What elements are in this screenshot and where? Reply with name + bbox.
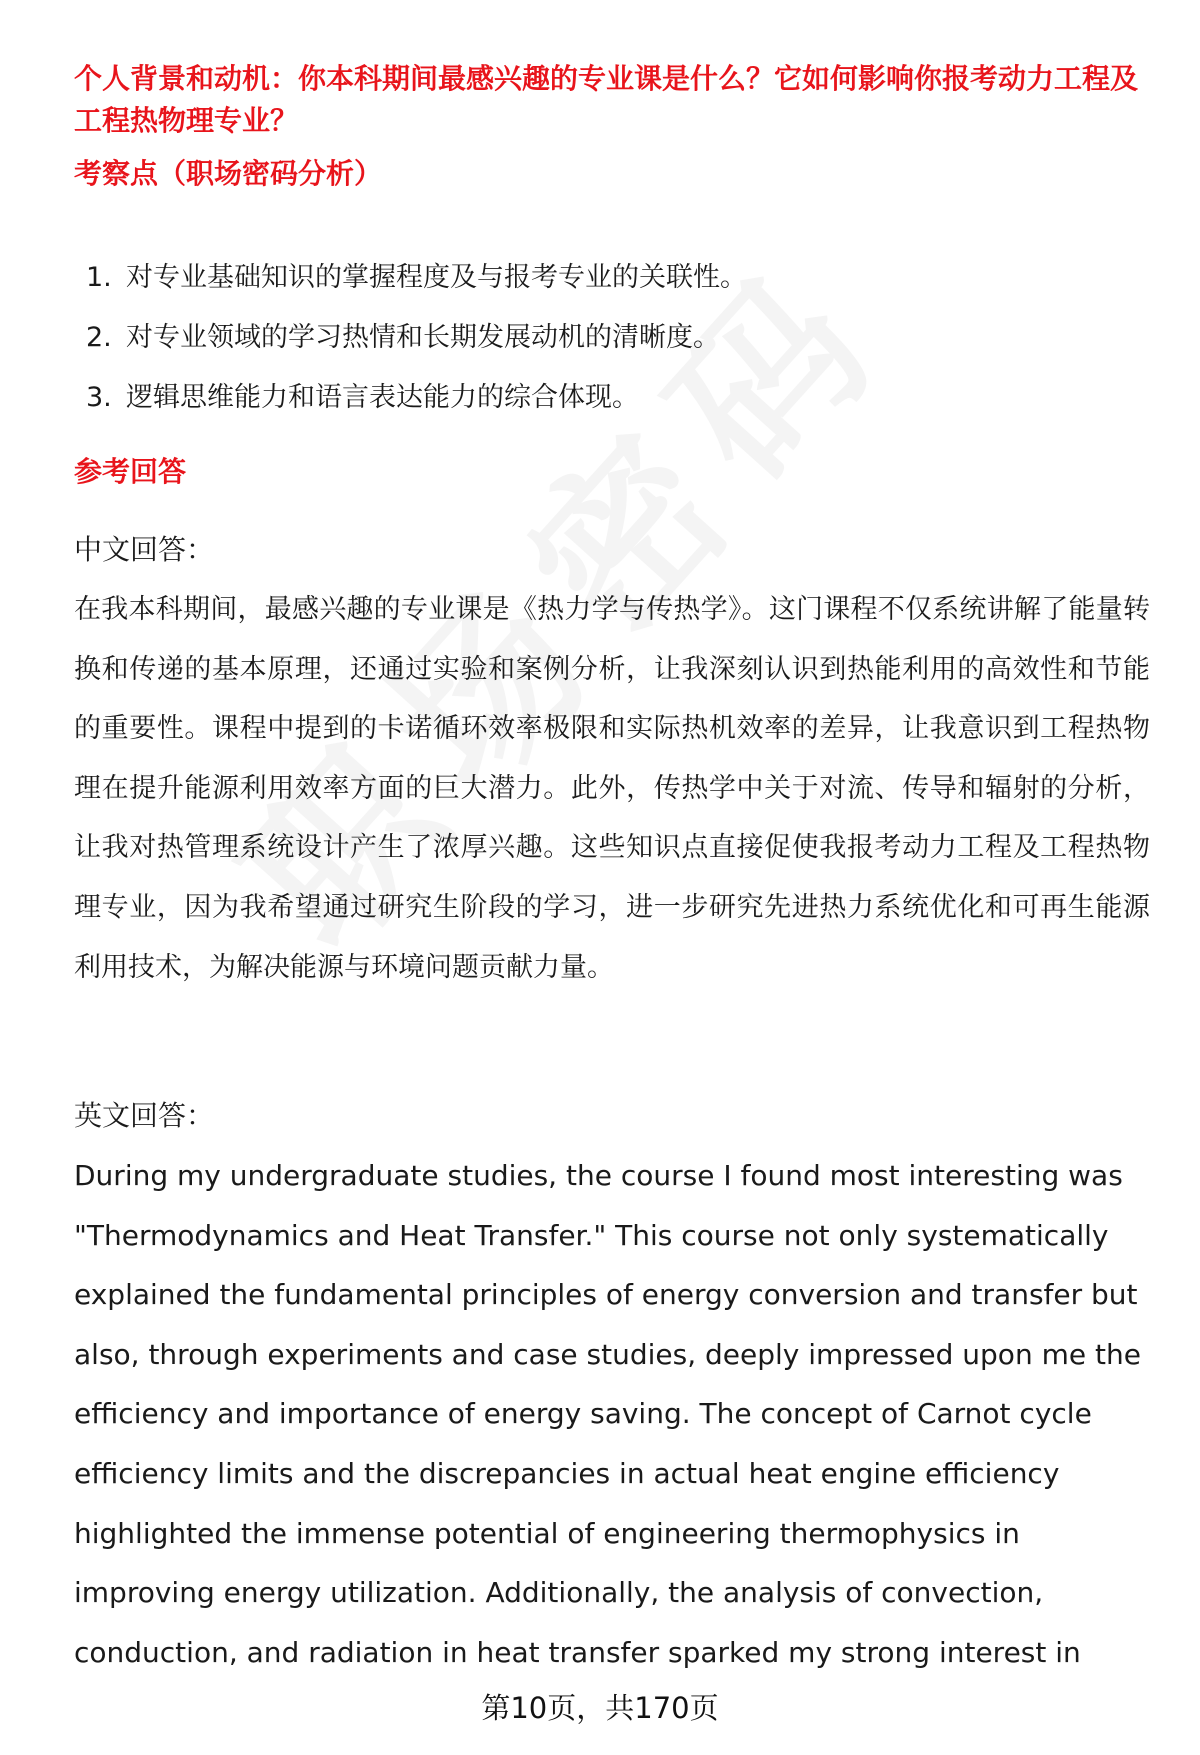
exam-point-item xyxy=(74,248,1150,308)
exam-points-heading: 考察点（职场密码分析） xyxy=(74,157,383,190)
exam-point-number: 2. xyxy=(86,322,112,353)
exam-point-text: 对专业领域的学习热情和长期发展动机的清晰度。 xyxy=(126,322,720,353)
exam-point-text: 对专业基础知识的掌握程度及与报考专业的关联性。 xyxy=(126,262,747,293)
reference-heading: 参考回答 xyxy=(74,455,187,488)
chinese-answer-text: 在我本科期间，最感兴趣的专业课是《热力学与传热学》。这门课程不仅系统讲解了能量转换和传递的基本原理，还通过实验和案例分析，让我深刻认识到热能利用的高效性和节能的重要性。课程中提到的卡诺循环效率极限和实际热机效率的差异，让我意识到工程热物理在提升能源利用效率方面的巨大潜力。此外，传热学中关于对流、传导和辐射的分析，让我对热管理系统设计产生了浓厚兴趣。这些知识点直接促使我报考动力工程及工程热物理专业，因为我希望通过研究生阶段的学习，进一步研究先进热力系统优化和可再生能源利用技术，为解决能源与环境问题贡献力量。 xyxy=(74,594,1150,983)
exam-point-item xyxy=(74,368,1150,428)
exam-points-list xyxy=(74,248,1150,428)
document-page xyxy=(74,0,1150,1755)
english-answer-label: 英文回答： xyxy=(74,1099,215,1132)
english-answer-text: During my undergraduate studies, the course I found most interesting was "Thermodynamics and Heat Transfer." This course not only systematically explained the fundamental principles of energy conversion and transfer but also, through experiments and case studies, deeply impressed upon me the efficiency and importance of energy saving. The concept of Carnot cycle efficiency limits and the discrepancies in actual heat engine efficiency highlighted the immense potential of engineering thermophysics in improving energy utilization. Additionally, the analysis of convection, conduction, and radiation in heat transfer sparked my strong interest in xyxy=(74,1159,1141,1669)
exam-point-item xyxy=(74,308,1150,368)
chinese-answer-label: 中文回答： xyxy=(74,533,215,566)
question-title: 个人背景和动机：你本科期间最感兴趣的专业课是什么？它如何影响你报考动力工程及工程热物理专业？ xyxy=(74,62,1139,137)
page-number-footer: 第10页，共170页 xyxy=(481,1691,719,1725)
exam-point-text: 逻辑思维能力和语言表达能力的综合体现。 xyxy=(126,382,639,413)
exam-point-number: 3. xyxy=(86,382,112,413)
exam-point-number: 1. xyxy=(86,262,112,293)
